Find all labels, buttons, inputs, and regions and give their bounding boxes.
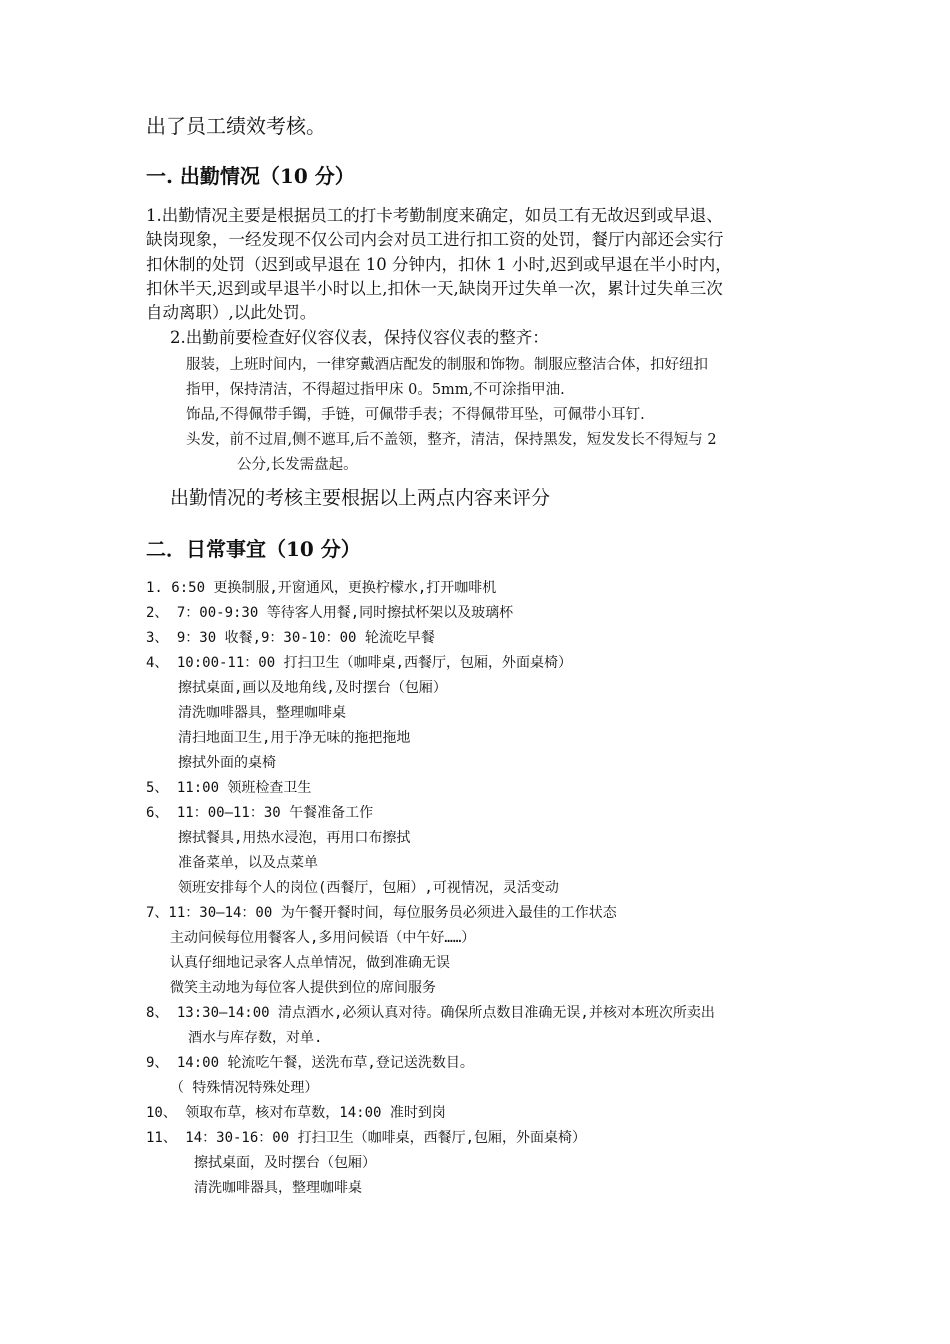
schedule-subitem: 清洗咖啡器具，整理咖啡桌 [178, 705, 346, 721]
schedule-subitem: （ 特殊情况特殊处理） [170, 1080, 319, 1096]
attendance-paragraph-line: 缺岗现象，一经发现不仅公司内会对员工进行扣工资的处罚，餐厅内部还会实行 [146, 230, 724, 249]
grooming-detail-line: 头发，前不过眉,侧不遮耳,后不盖领，整齐，清洁，保持黑发，短发发长不得短与 2 [186, 432, 717, 448]
schedule-subitem: 准备菜单，以及点菜单 [178, 855, 318, 871]
section1-heading: 一. 出勤情况（10 分） [146, 164, 355, 188]
attendance-paragraph-line: 1.出勤情况主要是根据员工的打卡考勤制度来确定，如员工有无故迟到或早退、 [146, 206, 723, 225]
schedule-item: 9、 14:00 轮流吃午餐，送洗布草,登记送洗数目。 [146, 1055, 474, 1071]
grooming-detail-line: 服装，上班时间内，一律穿戴酒店配发的制服和饰物。制服应整洁合体，扣好纽扣 [186, 357, 708, 373]
attendance-paragraph-line: 扣休制的处罚（迟到或早退在 10 分钟内，扣休 1 小时,迟到或早退在半小时内， [146, 255, 732, 274]
schedule-subitem: 微笑主动地为每位客人提供到位的席间服务 [170, 980, 436, 996]
attendance-paragraph-line: 自动离职）,以此处罚。 [146, 303, 317, 322]
grooming-detail-line: 指甲，保持清洁，不得超过指甲床 0。5mm,不可涂指甲油. [186, 382, 565, 398]
schedule-item: 5、 11:00 领班检查卫生 [146, 780, 312, 796]
schedule-subitem: 认真仔细地记录客人点单情况，做到准确无误 [170, 955, 450, 971]
attendance-paragraph-line: 扣休半天,迟到或早退半小时以上,扣休一天,缺岗开过失单一次，累计过失单三次 [146, 279, 723, 298]
schedule-item: 3、 9：30 收餐,9：30-10：00 轮流吃早餐 [146, 630, 435, 646]
schedule-subitem: 擦拭餐具,用热水浸泡，再用口布擦拭 [178, 830, 411, 846]
schedule-item: 2、 7：00-9:30 等待客人用餐,同时擦拭杯架以及玻璃杯 [146, 605, 514, 621]
schedule-item: 10、 领取布草，核对布草数，14:00 准时到岗 [146, 1105, 446, 1121]
section1-summary: 出勤情况的考核主要根据以上两点内容来评分 [170, 487, 551, 509]
schedule-subitem: 擦拭桌面,画以及地角线,及时摆台（包厢） [178, 680, 447, 696]
schedule-subitem: 清洗咖啡器具，整理咖啡桌 [194, 1180, 362, 1196]
schedule-item: 7、11：30—14：00 为午餐开餐时间，每位服务员必须进入最佳的工作状态 [146, 905, 617, 921]
schedule-subitem: 主动问候每位用餐客人,多用问候语（中午好……） [170, 930, 476, 946]
schedule-item: 6、 11：00—11：30 午餐准备工作 [146, 805, 374, 821]
schedule-subitem: 领班安排每个人的岗位(西餐厅，包厢）,可视情况，灵活变动 [178, 880, 559, 896]
schedule-item: 8、 13:30—14:00 清点酒水,必须认真对待。确保所点数目准确无误,并核对本班次所卖出 [146, 1005, 715, 1021]
schedule-item: 4、 10:00-11：00 打扫卫生（咖啡桌,西餐厅，包厢，外面桌椅） [146, 655, 573, 671]
schedule-item: 11、 14：30-16：00 打扫卫生（咖啡桌，西餐厅,包厢，外面桌椅） [146, 1130, 587, 1146]
grooming-detail-line: 饰品,不得佩带手镯，手链，可佩带手表；不得佩带耳坠，可佩带小耳钉. [186, 407, 645, 423]
grooming-rule-heading: 2.出勤前要检查好仪容仪表，保持仪容仪表的整齐： [170, 328, 549, 347]
schedule-subitem: 清扫地面卫生,用于净无味的拖把拖地 [178, 730, 411, 746]
schedule-subitem: 擦拭桌面，及时摆台（包厢） [194, 1155, 376, 1171]
schedule-subitem: 酒水与库存数，对单. [188, 1030, 323, 1046]
intro-line: 出了员工绩效考核。 [146, 114, 326, 138]
grooming-detail-line: 公分,长发需盘起。 [237, 457, 358, 473]
schedule-item: 1. 6:50 更换制服,开窗通风，更换柠檬水,打开咖啡机 [146, 580, 497, 596]
schedule-subitem: 擦拭外面的桌椅 [178, 755, 276, 771]
section2-heading: 二．日常事宜（10 分） [146, 537, 361, 561]
